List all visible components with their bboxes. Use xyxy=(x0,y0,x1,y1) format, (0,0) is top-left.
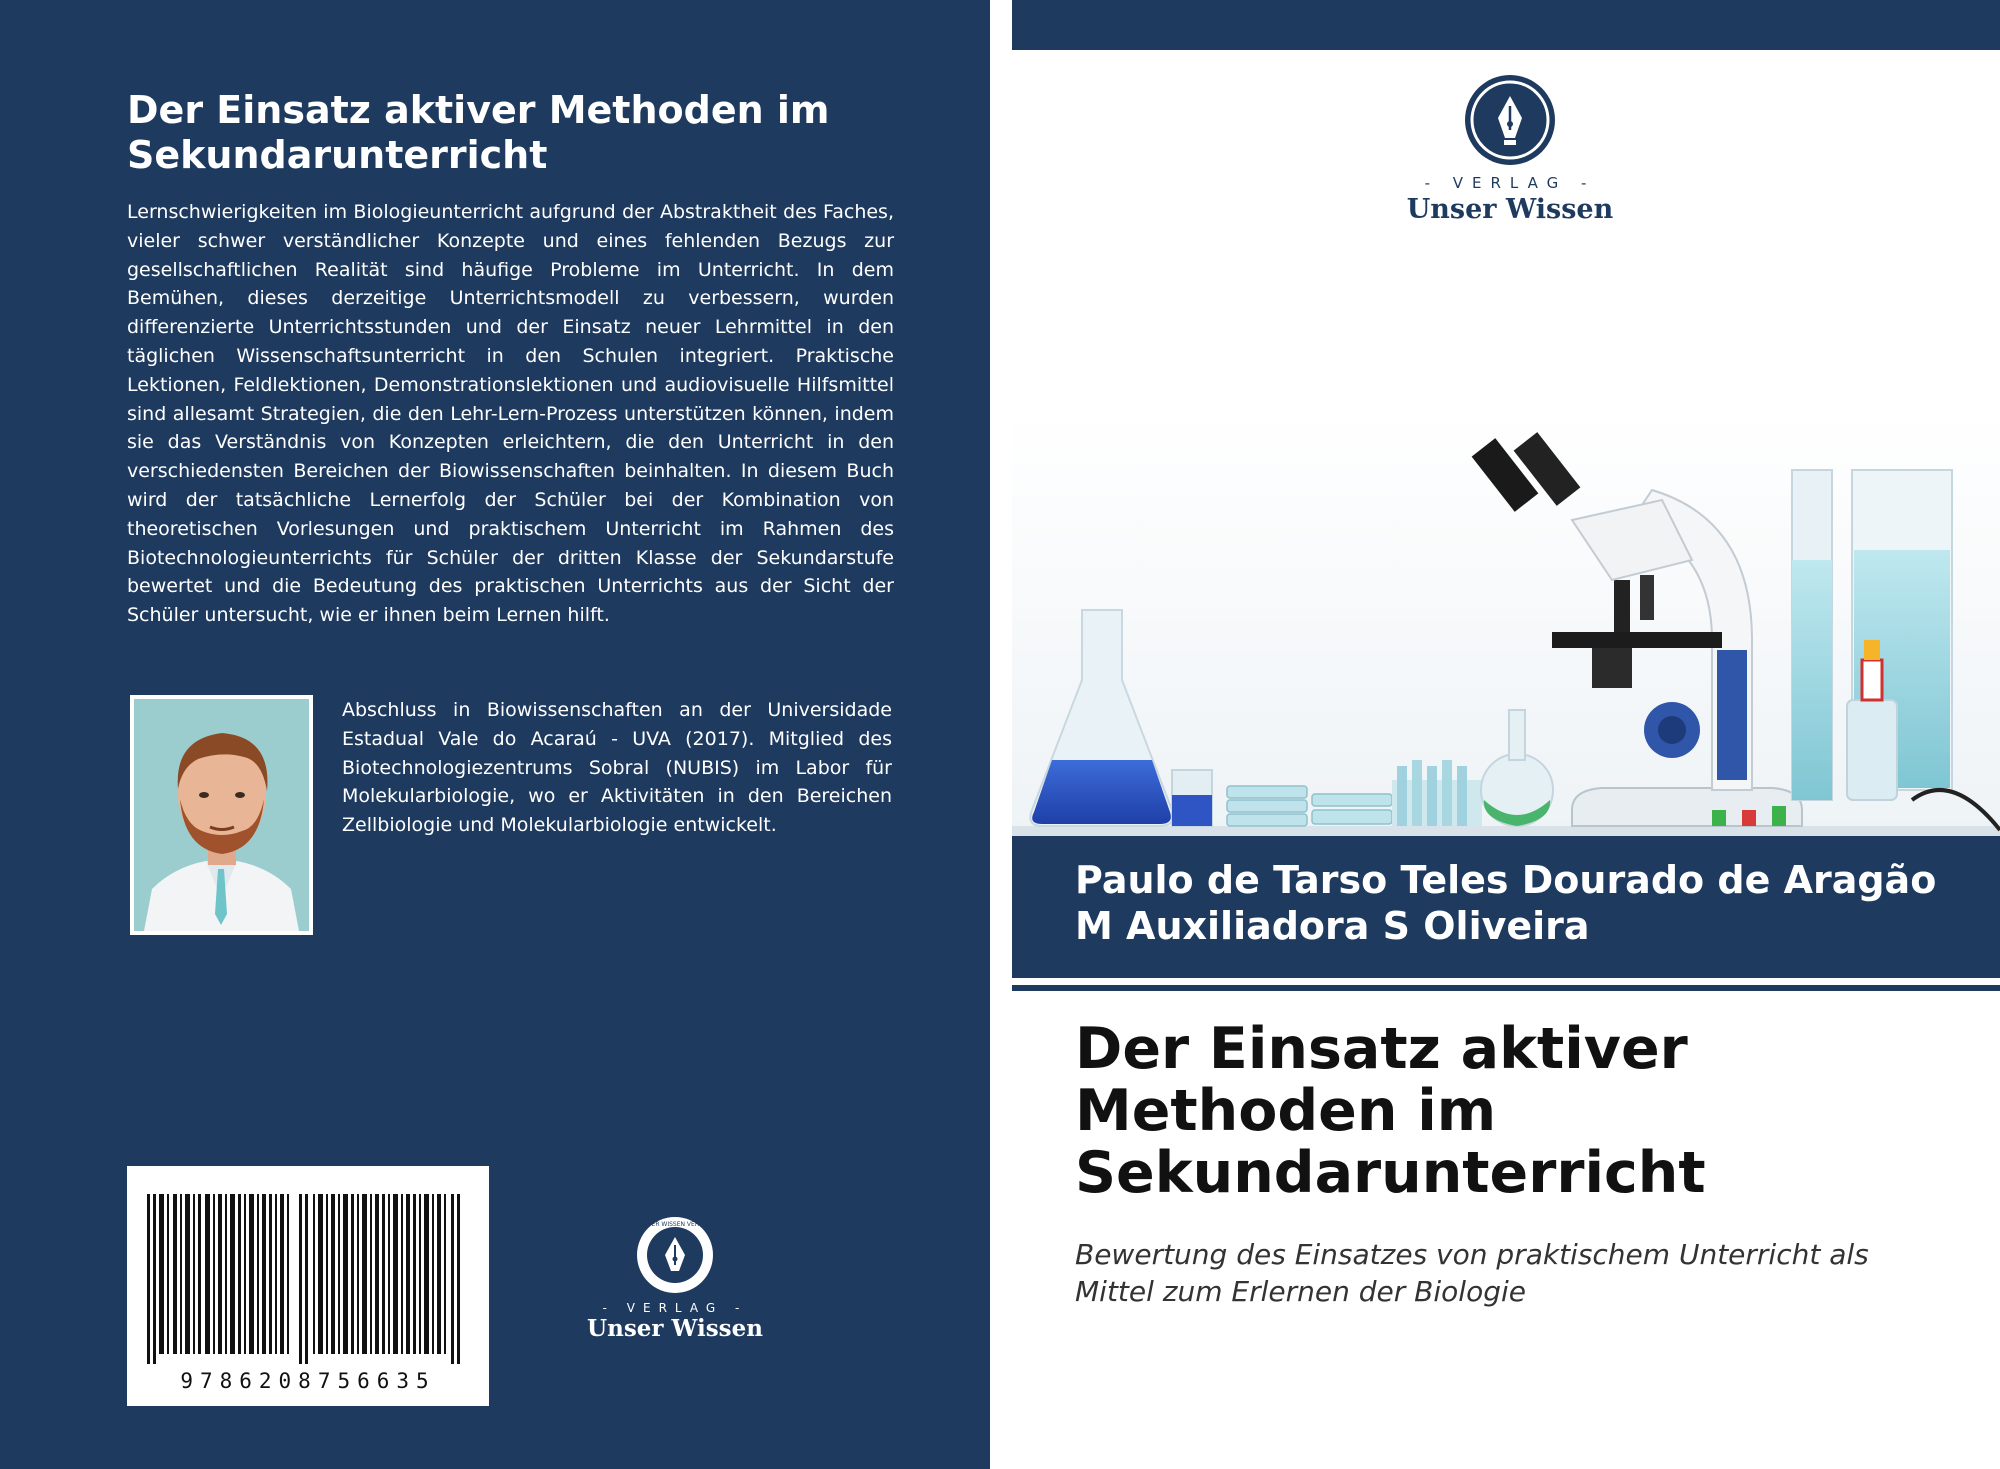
author-name-1: Paulo de Tarso Teles Dourado de Aragão xyxy=(1075,858,1937,902)
isbn-barcode xyxy=(127,1166,489,1406)
isbn-digits: 9786208756635 xyxy=(180,1369,436,1393)
back-cover xyxy=(0,0,990,1469)
author-band xyxy=(1012,836,2000,978)
author-portrait-image xyxy=(134,699,309,931)
front-publisher-logo xyxy=(1390,74,1630,225)
logo-seal-text: UNSER WISSEN VERLAG xyxy=(638,1221,712,1228)
back-cover-title: Der Einsatz aktiver Methoden im Sekundarunterricht xyxy=(127,88,830,177)
author-name-2: M Auxiliadora S Oliveira xyxy=(1075,904,1590,948)
front-cover-subtitle: Bewertung des Einsatzes von praktischem Unterricht als Mittel zum Erlernen der Biologie xyxy=(1075,1238,1869,1308)
author-photo xyxy=(130,695,313,935)
front-logo-brand: Unser Wissen xyxy=(1406,194,1614,225)
back-publisher-logo xyxy=(575,1215,775,1342)
front-cover xyxy=(1012,0,2000,1469)
microscope-lab-illustration xyxy=(1012,410,2000,836)
spine xyxy=(990,0,1012,1469)
front-cover-title: Der Einsatz aktiver Methoden im Sekundarunterricht xyxy=(1075,1016,1706,1206)
author-bio: Abschluss in Biowissenschaften an der Universidade Estadual Vale do Acaraú - UVA (2017). Mitglied des Biotechnologiezentrums Sobral (NUBIS) im Labor für Molekularbiologie, wo er Aktivitäten in den Bereichen Zellbiologie und Molekularbiologie entwickelt. xyxy=(342,699,892,837)
fountain-pen-nib-icon xyxy=(635,1215,715,1295)
fountain-pen-nib-icon xyxy=(1464,74,1556,166)
back-cover-blurb: Lernschwierigkeiten im Biologieunterricht aufgrund der Abstraktheit des Faches, vieler schwer verständlicher Konzepte und eines fehlenden Bezugs zur gesellschaftlichen Realität sind häufige Probleme im Unterricht. In dem Bemühen, dieses derzeitige Unterrichtsmodell zu verbessern, wurden differenzierte Unterrichtsstunden und der Einsatz neuer Lehrmittel in den täglichen Wissenschaftsunterricht in den Schulen integriert. Praktische Lektionen, Feldlektionen, Demonstrationslektionen und audiovisuelle Hilfsmittel sind allesamt Strategien, die den Lehr-Lern-Prozess unterstützen können, indem sie das Verständnis von Konzepten erleichtern, die den Unterricht in den verschiedensten Bereichen der Biowissenschaften beinhalten. In diesem Buch wird der tatsächliche Lernerfolg der Schüler bei der Kombination von theoretischen Vorlesungen und praktischem Unterricht im Rahmen des Biotechnologieunterrichts für Schüler der dritten Klasse der Sekundarstufe bewertet und die Bedeutung des praktischen Unterrichts aus der Sicht der Schüler untersucht, wie er ihnen beim Lernen hilft. xyxy=(127,201,894,627)
back-logo-verlag: - VERLAG - xyxy=(602,1301,748,1315)
barcode-bars xyxy=(127,1166,489,1366)
back-logo-brand: Unser Wissen xyxy=(587,1315,763,1342)
divider-rule xyxy=(1012,985,2000,991)
front-logo-verlag: - VERLAG - xyxy=(1424,174,1596,192)
top-band xyxy=(1012,0,2000,50)
